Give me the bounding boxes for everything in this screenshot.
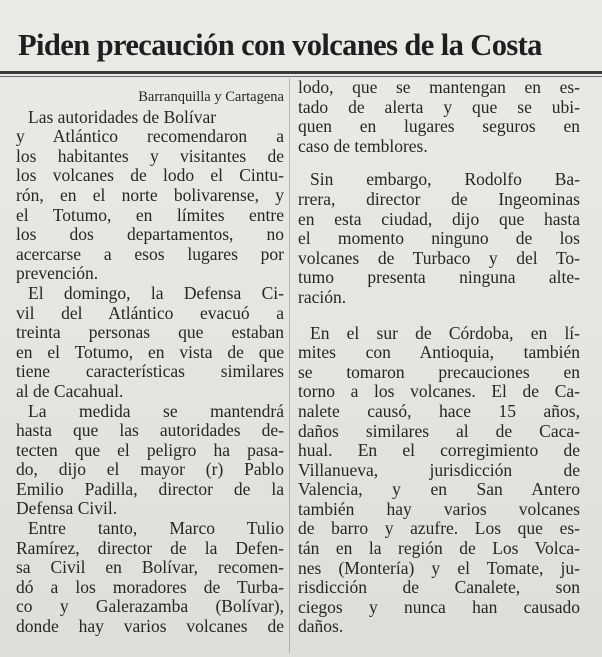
- paragraph-continuation: [298, 78, 580, 156]
- text-line: en el Totumo, en vista de que: [16, 341, 284, 362]
- text-line: rón, en el norte bolivarense, y: [16, 184, 284, 205]
- text-line: también hay varios volcanes: [298, 498, 580, 519]
- text-line: Sin embargo, Rodolfo Ba-: [310, 169, 580, 190]
- text-line: tumo presenta ninguna alte-: [298, 267, 580, 288]
- text-line: al de Cacahual.: [16, 380, 124, 401]
- text-line: se tomaron precauciones en: [298, 361, 580, 382]
- text-line: ciegos y nunca han causado: [298, 596, 580, 617]
- text-line: y Atlántico recomendaron a: [16, 126, 284, 147]
- paragraph-gap: [298, 156, 580, 170]
- text-line: los dos departamentos, no: [16, 224, 284, 245]
- left-column-body: [16, 108, 284, 637]
- dateline: Barranquilla y Cartagena: [138, 89, 284, 105]
- text-line: de barro y azufre. Los que es-: [298, 518, 580, 539]
- text-line: hasta que las autoridades de-: [16, 420, 284, 441]
- text-line: do, dijo el mayor (r) Pablo: [16, 459, 284, 480]
- headline: Piden precaución con volcanes de la Costa: [18, 28, 542, 62]
- text-line: ración.: [298, 286, 347, 307]
- text-line: Valencia, y en San Antero: [298, 479, 580, 500]
- text-line: caso de temblores.: [298, 135, 428, 156]
- paragraph-ingeominas: [298, 170, 580, 307]
- text-line: los habitantes y visitantes de: [16, 145, 284, 166]
- text-line: vil del Atlántico evacuó a: [16, 302, 284, 323]
- headline-rule: [0, 71, 602, 74]
- text-line: prevención.: [16, 263, 99, 284]
- text-line: rrera, director de Ingeominas: [298, 188, 580, 209]
- text-line: mites con Antioquia, también: [298, 342, 580, 363]
- column-divider: [289, 78, 290, 653]
- text-line: Las autoridades de Bolívar: [28, 106, 217, 127]
- paragraph-gap: [298, 308, 580, 324]
- article-column-left: [16, 78, 284, 637]
- text-line: risdicción de Canalete, son: [298, 577, 580, 598]
- article-column-right: [298, 78, 580, 637]
- text-line: nalete causó, hace 15 años,: [298, 400, 580, 421]
- text-line: donde hay varios volcanes de: [16, 616, 284, 637]
- text-line: tecten que el peligro ha pasa-: [16, 439, 284, 460]
- text-line: lodo, que se mantengan en es-: [298, 77, 580, 97]
- text-line: co y Galerazamba (Bolívar),: [16, 596, 284, 617]
- text-line: daños similares al de Caca-: [298, 420, 580, 441]
- text-line: volcanes de Turbaco y del To-: [298, 247, 580, 268]
- text-line: En el sur de Córdoba, en lí-: [310, 322, 580, 343]
- text-line: hual. En el corregimiento de: [298, 440, 580, 461]
- text-line: Villanueva, jurisdicción de: [298, 459, 580, 480]
- text-line: tado de alerta y que se ubi-: [298, 96, 580, 117]
- text-line: Defensa Civil.: [16, 498, 118, 519]
- paragraph-cordoba: [298, 324, 580, 638]
- text-line: tiene características similares: [16, 361, 284, 382]
- text-line: los volcanes de lodo el Cintu-: [16, 165, 284, 186]
- text-line: nes (Montería) y el Tomate, ju-: [298, 557, 580, 578]
- text-line: Entre tanto, Marco Tulio: [28, 518, 284, 539]
- text-line: Emilio Padilla, director de la: [16, 478, 284, 499]
- text-line: quen en lugares seguros en: [298, 116, 580, 137]
- text-line: Ramírez, director de la Defen-: [16, 537, 284, 558]
- text-line: acercarse a esos lugares por: [16, 243, 284, 264]
- text-line: treinta personas que estaban: [16, 322, 284, 343]
- text-line: torno a los volcanes. El de Ca-: [298, 381, 580, 402]
- text-line: dó a los moradores de Turba-: [16, 576, 284, 597]
- text-line: sa Civil en Bolívar, recomen-: [16, 557, 284, 578]
- text-line: El domingo, la Defensa Ci-: [28, 282, 284, 303]
- text-line: el momento ninguno de los: [298, 228, 580, 249]
- text-line: tán en la región de Los Volca-: [298, 538, 580, 559]
- text-line: en esta ciudad, dijo que hasta: [298, 208, 580, 229]
- text-line: daños.: [298, 616, 344, 637]
- text-line: el Totumo, en límites entre: [16, 204, 284, 225]
- text-line: La medida se mantendrá: [28, 400, 284, 421]
